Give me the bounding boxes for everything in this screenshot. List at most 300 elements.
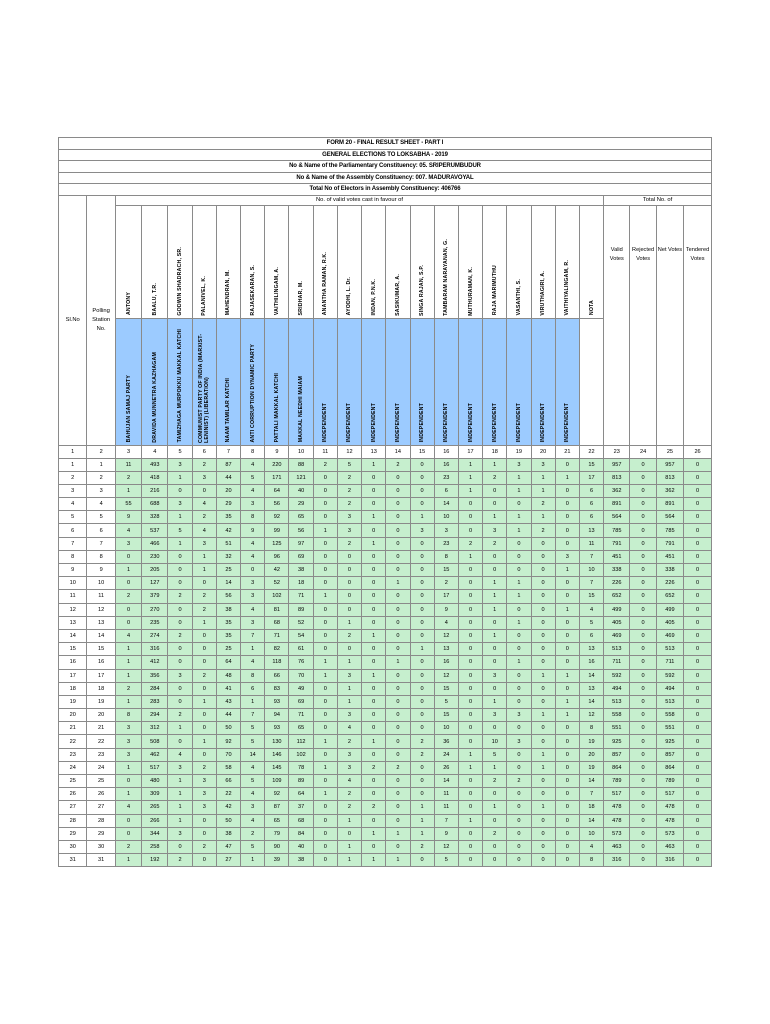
column-number: 22 — [579, 445, 603, 458]
table-cell: 9 — [59, 564, 87, 577]
table-cell: 0 — [410, 590, 434, 603]
table-cell: 0 — [313, 854, 337, 867]
table-cell: 0 — [362, 748, 386, 761]
table-cell: 28 — [87, 814, 115, 827]
table-cell: 1 — [483, 590, 507, 603]
table-cell: 1 — [531, 511, 555, 524]
table-cell: 0 — [684, 827, 712, 840]
table-cell: 15 — [59, 643, 87, 656]
table-cell: 0 — [337, 590, 361, 603]
table-cell: 356 — [142, 669, 168, 682]
table-cell: 0 — [684, 669, 712, 682]
table-cell: 0 — [386, 695, 410, 708]
table-cell: 8 — [115, 709, 141, 722]
candidate-party: INDEPENDENT — [555, 318, 579, 445]
table-cell: 2 — [483, 827, 507, 840]
table-cell: 51 — [216, 537, 240, 550]
table-cell: 22 — [87, 735, 115, 748]
table-cell: 0 — [684, 775, 712, 788]
table-cell: 0 — [483, 564, 507, 577]
table-cell: 283 — [142, 695, 168, 708]
table-cell: 0 — [386, 643, 410, 656]
table-cell: 50 — [216, 722, 240, 735]
column-number: 6 — [192, 445, 216, 458]
candidate-name: GODWIN SHADRACH, SR. — [168, 205, 192, 318]
table-cell: 3 — [168, 827, 192, 840]
table-cell: 0 — [115, 603, 141, 616]
table-cell: 494 — [656, 682, 683, 695]
table-cell: 79 — [265, 827, 289, 840]
table-cell: 12 — [434, 840, 458, 853]
candidate-name: AYODHI, L. Dr. — [337, 205, 361, 318]
table-cell: 22 — [216, 788, 240, 801]
table-cell: 0 — [531, 550, 555, 563]
table-cell: 3 — [337, 709, 361, 722]
table-cell: 0 — [555, 616, 579, 629]
table-cell: 813 — [656, 471, 683, 484]
table-cell: 573 — [656, 827, 683, 840]
column-number: 1 — [59, 445, 87, 458]
table-cell: 4 — [241, 656, 265, 669]
table-cell: 38 — [216, 603, 240, 616]
table-cell: 0 — [630, 524, 656, 537]
table-cell: 5 — [87, 511, 115, 524]
table-cell: 517 — [604, 788, 630, 801]
table-cell: 4 — [241, 788, 265, 801]
table-cell: 0 — [313, 748, 337, 761]
table-cell: 2 — [337, 537, 361, 550]
table-row — [59, 695, 712, 708]
table-cell: 0 — [386, 669, 410, 682]
table-cell: 0 — [555, 840, 579, 853]
table-cell: 0 — [192, 682, 216, 695]
table-cell: 0 — [630, 471, 656, 484]
table-cell: 1 — [192, 550, 216, 563]
table-cell: 0 — [684, 748, 712, 761]
table-cell: 4 — [168, 748, 192, 761]
table-cell: 0 — [630, 603, 656, 616]
table-cell: 344 — [142, 827, 168, 840]
table-cell: 18 — [59, 682, 87, 695]
table-cell: 10 — [483, 735, 507, 748]
table-cell: 8 — [241, 669, 265, 682]
table-cell: 1 — [507, 577, 531, 590]
table-cell: 2 — [168, 590, 192, 603]
table-cell: 3 — [59, 484, 87, 497]
candidate-party: INDEPENDENT — [507, 318, 531, 445]
table-cell: 1 — [337, 656, 361, 669]
table-cell: 0 — [684, 801, 712, 814]
table-cell: 3 — [115, 748, 141, 761]
totals-header: Net Votes — [656, 205, 683, 445]
table-cell: 0 — [386, 748, 410, 761]
table-cell: 0 — [555, 854, 579, 867]
result-table — [58, 137, 712, 867]
table-cell: 0 — [507, 814, 531, 827]
table-cell: 2 — [458, 537, 482, 550]
table-cell: 592 — [604, 669, 630, 682]
table-cell: 1 — [313, 788, 337, 801]
table-cell: 14 — [434, 775, 458, 788]
table-row — [59, 564, 712, 577]
table-cell: 0 — [630, 709, 656, 722]
table-cell: 4 — [241, 814, 265, 827]
table-cell: 0 — [531, 735, 555, 748]
table-cell: 0 — [458, 616, 482, 629]
table-cell: 2 — [192, 458, 216, 471]
form-title: FORM 20 - FINAL RESULT SHEET - PART I — [59, 138, 712, 150]
table-cell: 4 — [241, 458, 265, 471]
table-cell: 23 — [59, 748, 87, 761]
table-cell: 0 — [458, 709, 482, 722]
table-cell: 564 — [656, 511, 683, 524]
candidate-party: ANTI CORRUPTION DYNAMIC PARTY — [241, 318, 265, 445]
table-cell: 4 — [241, 761, 265, 774]
table-cell: 14 — [241, 748, 265, 761]
table-cell: 1 — [337, 854, 361, 867]
table-cell: 564 — [604, 511, 630, 524]
table-cell: 42 — [216, 524, 240, 537]
table-cell: 11 — [115, 458, 141, 471]
table-cell: 8 — [87, 550, 115, 563]
table-cell: 0 — [362, 471, 386, 484]
table-cell: 0 — [458, 577, 482, 590]
table-cell: 1 — [386, 827, 410, 840]
table-cell: 864 — [656, 761, 683, 774]
table-cell: 5 — [579, 616, 603, 629]
table-cell: 1 — [555, 603, 579, 616]
polling-station-header: Polling Station No. — [87, 195, 115, 445]
table-cell: 0 — [168, 577, 192, 590]
table-cell: 270 — [142, 603, 168, 616]
table-cell: 15 — [434, 564, 458, 577]
table-cell: 857 — [656, 748, 683, 761]
table-cell: 92 — [265, 511, 289, 524]
table-cell: 0 — [192, 484, 216, 497]
table-cell: 1 — [483, 761, 507, 774]
table-cell: 3 — [507, 735, 531, 748]
table-cell: 2 — [410, 735, 434, 748]
candidate-party — [579, 318, 603, 445]
table-cell: 19 — [87, 695, 115, 708]
table-cell: 513 — [604, 695, 630, 708]
table-cell: 0 — [531, 656, 555, 669]
table-cell: 466 — [142, 537, 168, 550]
table-cell: 27 — [87, 801, 115, 814]
table-cell: 31 — [87, 854, 115, 867]
table-cell: 1 — [168, 471, 192, 484]
table-cell: 0 — [386, 524, 410, 537]
table-cell: 1 — [458, 471, 482, 484]
table-cell: 48 — [216, 669, 240, 682]
table-cell: 309 — [142, 788, 168, 801]
table-cell: 1 — [531, 748, 555, 761]
table-cell: 284 — [142, 682, 168, 695]
table-cell: 2 — [313, 458, 337, 471]
table-cell: 35 — [216, 616, 240, 629]
table-cell: 0 — [630, 814, 656, 827]
table-cell: 0 — [630, 669, 656, 682]
table-cell: 6 — [434, 484, 458, 497]
table-cell: 0 — [168, 564, 192, 577]
table-cell: 22 — [59, 735, 87, 748]
table-cell: 4 — [241, 484, 265, 497]
table-cell: 3 — [192, 788, 216, 801]
table-cell: 25 — [216, 564, 240, 577]
table-cell: 652 — [604, 590, 630, 603]
table-cell: 19 — [579, 735, 603, 748]
table-cell: 235 — [142, 616, 168, 629]
table-cell: 551 — [656, 722, 683, 735]
column-number: 13 — [362, 445, 386, 458]
table-cell: 0 — [555, 788, 579, 801]
table-cell: 0 — [684, 511, 712, 524]
table-cell: 1 — [168, 775, 192, 788]
table-row — [59, 748, 712, 761]
candidate-party: INDEPENDENT — [313, 318, 337, 445]
candidate-name: NOTA — [579, 205, 603, 318]
table-cell: 1 — [410, 643, 434, 656]
table-cell: 1 — [115, 788, 141, 801]
table-cell: 2 — [192, 761, 216, 774]
table-cell: 0 — [362, 840, 386, 853]
table-cell: 52 — [265, 577, 289, 590]
table-cell: 4 — [241, 550, 265, 563]
table-cell: 0 — [555, 722, 579, 735]
table-cell: 0 — [337, 550, 361, 563]
table-cell: 1 — [555, 471, 579, 484]
table-cell: 1 — [362, 827, 386, 840]
candidate-party: INDEPENDENT — [410, 318, 434, 445]
table-cell: 957 — [604, 458, 630, 471]
table-cell: 4 — [579, 603, 603, 616]
table-cell: 0 — [630, 484, 656, 497]
table-cell: 1 — [241, 854, 265, 867]
table-cell: 17 — [87, 669, 115, 682]
table-cell: 0 — [684, 656, 712, 669]
table-cell: 0 — [531, 788, 555, 801]
column-number: 7 — [216, 445, 240, 458]
table-cell: 0 — [483, 854, 507, 867]
table-cell: 15 — [434, 709, 458, 722]
table-cell: 2 — [483, 775, 507, 788]
table-cell: 0 — [115, 814, 141, 827]
candidate-name: VASANTHI, S. — [507, 205, 531, 318]
table-cell: 0 — [192, 629, 216, 642]
table-cell: 0 — [555, 735, 579, 748]
column-number: 16 — [434, 445, 458, 458]
table-cell: 1 — [362, 537, 386, 550]
table-cell: 17 — [579, 471, 603, 484]
table-cell: 0 — [555, 458, 579, 471]
table-cell: 551 — [604, 722, 630, 735]
table-cell: 405 — [604, 616, 630, 629]
table-cell: 0 — [630, 537, 656, 550]
table-cell: 192 — [142, 854, 168, 867]
table-cell: 1 — [192, 616, 216, 629]
table-cell: 0 — [531, 564, 555, 577]
table-cell: 0 — [115, 616, 141, 629]
table-cell: 42 — [265, 564, 289, 577]
table-cell: 1 — [386, 854, 410, 867]
table-cell: 0 — [684, 761, 712, 774]
column-number: 26 — [684, 445, 712, 458]
table-cell: 1 — [115, 656, 141, 669]
table-cell: 0 — [483, 616, 507, 629]
table-cell: 478 — [604, 814, 630, 827]
table-row — [59, 616, 712, 629]
candidate-name: SASIKUMAR, A. — [386, 205, 410, 318]
election-title: GENERAL ELECTIONS TO LOKSABHA - 2019 — [59, 149, 712, 161]
table-cell: 1 — [386, 656, 410, 669]
table-cell: 0 — [630, 840, 656, 853]
table-cell: 0 — [458, 524, 482, 537]
table-cell: 2 — [483, 537, 507, 550]
table-cell: 1 — [59, 458, 87, 471]
table-cell: 5 — [337, 458, 361, 471]
table-cell: 0 — [507, 550, 531, 563]
table-cell: 0 — [458, 775, 482, 788]
table-cell: 1 — [337, 840, 361, 853]
table-cell: 7 — [59, 537, 87, 550]
table-cell: 274 — [142, 629, 168, 642]
table-cell: 0 — [115, 827, 141, 840]
column-number: 21 — [555, 445, 579, 458]
table-cell: 0 — [555, 814, 579, 827]
table-cell: 0 — [362, 643, 386, 656]
candidate-party: INDEPENDENT — [531, 318, 555, 445]
table-cell: 1 — [115, 669, 141, 682]
table-cell: 89 — [289, 603, 313, 616]
table-cell: 41 — [216, 682, 240, 695]
table-cell: 891 — [656, 498, 683, 511]
table-cell: 517 — [142, 761, 168, 774]
table-cell: 0 — [313, 840, 337, 853]
table-cell: 7 — [579, 577, 603, 590]
table-cell: 3 — [241, 577, 265, 590]
table-cell: 16 — [87, 656, 115, 669]
table-cell: 0 — [192, 748, 216, 761]
table-cell: 0 — [386, 590, 410, 603]
table-cell: 3 — [531, 458, 555, 471]
table-cell: 2 — [168, 709, 192, 722]
table-cell: 8 — [59, 550, 87, 563]
table-cell: 13 — [59, 616, 87, 629]
table-cell: 0 — [386, 814, 410, 827]
table-cell: 0 — [684, 854, 712, 867]
table-cell: 513 — [656, 643, 683, 656]
table-cell: 65 — [265, 814, 289, 827]
table-cell: 0 — [630, 550, 656, 563]
table-cell: 69 — [289, 550, 313, 563]
candidate-name: RAJA MARIMUTHU — [483, 205, 507, 318]
table-cell: 13 — [579, 524, 603, 537]
table-cell: 11 — [59, 590, 87, 603]
table-cell: 44 — [216, 709, 240, 722]
table-cell: 1 — [531, 709, 555, 722]
table-cell: 0 — [507, 682, 531, 695]
table-cell: 1 — [168, 814, 192, 827]
table-cell: 0 — [630, 458, 656, 471]
table-cell: 0 — [313, 643, 337, 656]
table-cell: 0 — [313, 550, 337, 563]
table-cell: 38 — [289, 564, 313, 577]
table-cell: 87 — [216, 458, 240, 471]
table-cell: 30 — [59, 840, 87, 853]
table-cell: 0 — [483, 550, 507, 563]
table-cell: 5 — [241, 735, 265, 748]
table-row — [59, 471, 712, 484]
table-cell: 118 — [265, 656, 289, 669]
table-row — [59, 827, 712, 840]
table-cell: 4 — [241, 537, 265, 550]
table-cell: 1 — [507, 511, 531, 524]
table-cell: 0 — [192, 577, 216, 590]
table-cell: 0 — [410, 550, 434, 563]
table-cell: 0 — [410, 775, 434, 788]
table-cell: 0 — [684, 498, 712, 511]
table-cell: 6 — [59, 524, 87, 537]
table-cell: 25 — [87, 775, 115, 788]
table-cell: 0 — [192, 656, 216, 669]
table-cell: 0 — [386, 735, 410, 748]
table-cell: 0 — [410, 722, 434, 735]
table-cell: 0 — [410, 709, 434, 722]
table-cell: 0 — [410, 603, 434, 616]
table-cell: 2 — [192, 511, 216, 524]
table-cell: 0 — [630, 656, 656, 669]
table-cell: 0 — [313, 814, 337, 827]
table-cell: 0 — [630, 801, 656, 814]
table-cell: 1 — [362, 511, 386, 524]
table-cell: 0 — [507, 564, 531, 577]
table-row — [59, 788, 712, 801]
table-cell: 9 — [115, 511, 141, 524]
table-cell: 30 — [87, 840, 115, 853]
table-row — [59, 629, 712, 642]
table-cell: 220 — [265, 458, 289, 471]
table-cell: 0 — [410, 498, 434, 511]
table-cell: 14 — [216, 577, 240, 590]
table-cell: 0 — [386, 775, 410, 788]
table-cell: 0 — [684, 484, 712, 497]
table-cell: 3 — [115, 537, 141, 550]
table-cell: 0 — [410, 577, 434, 590]
table-cell: 1 — [192, 695, 216, 708]
table-row — [59, 603, 712, 616]
table-row — [59, 682, 712, 695]
table-cell: 0 — [386, 616, 410, 629]
table-cell: 0 — [555, 484, 579, 497]
table-cell: 0 — [192, 722, 216, 735]
table-row — [59, 761, 712, 774]
table-cell: 4 — [241, 603, 265, 616]
table-cell: 8 — [579, 854, 603, 867]
table-cell: 0 — [684, 695, 712, 708]
table-cell: 71 — [289, 590, 313, 603]
table-cell: 127 — [142, 577, 168, 590]
table-cell: 1 — [87, 458, 115, 471]
table-cell: 43 — [216, 695, 240, 708]
table-cell: 0 — [507, 840, 531, 853]
table-cell: 0 — [313, 537, 337, 550]
table-cell: 0 — [410, 471, 434, 484]
table-cell: 56 — [216, 590, 240, 603]
table-cell: 93 — [265, 695, 289, 708]
table-cell: 0 — [362, 709, 386, 722]
column-number: 10 — [289, 445, 313, 458]
table-cell: 462 — [142, 748, 168, 761]
